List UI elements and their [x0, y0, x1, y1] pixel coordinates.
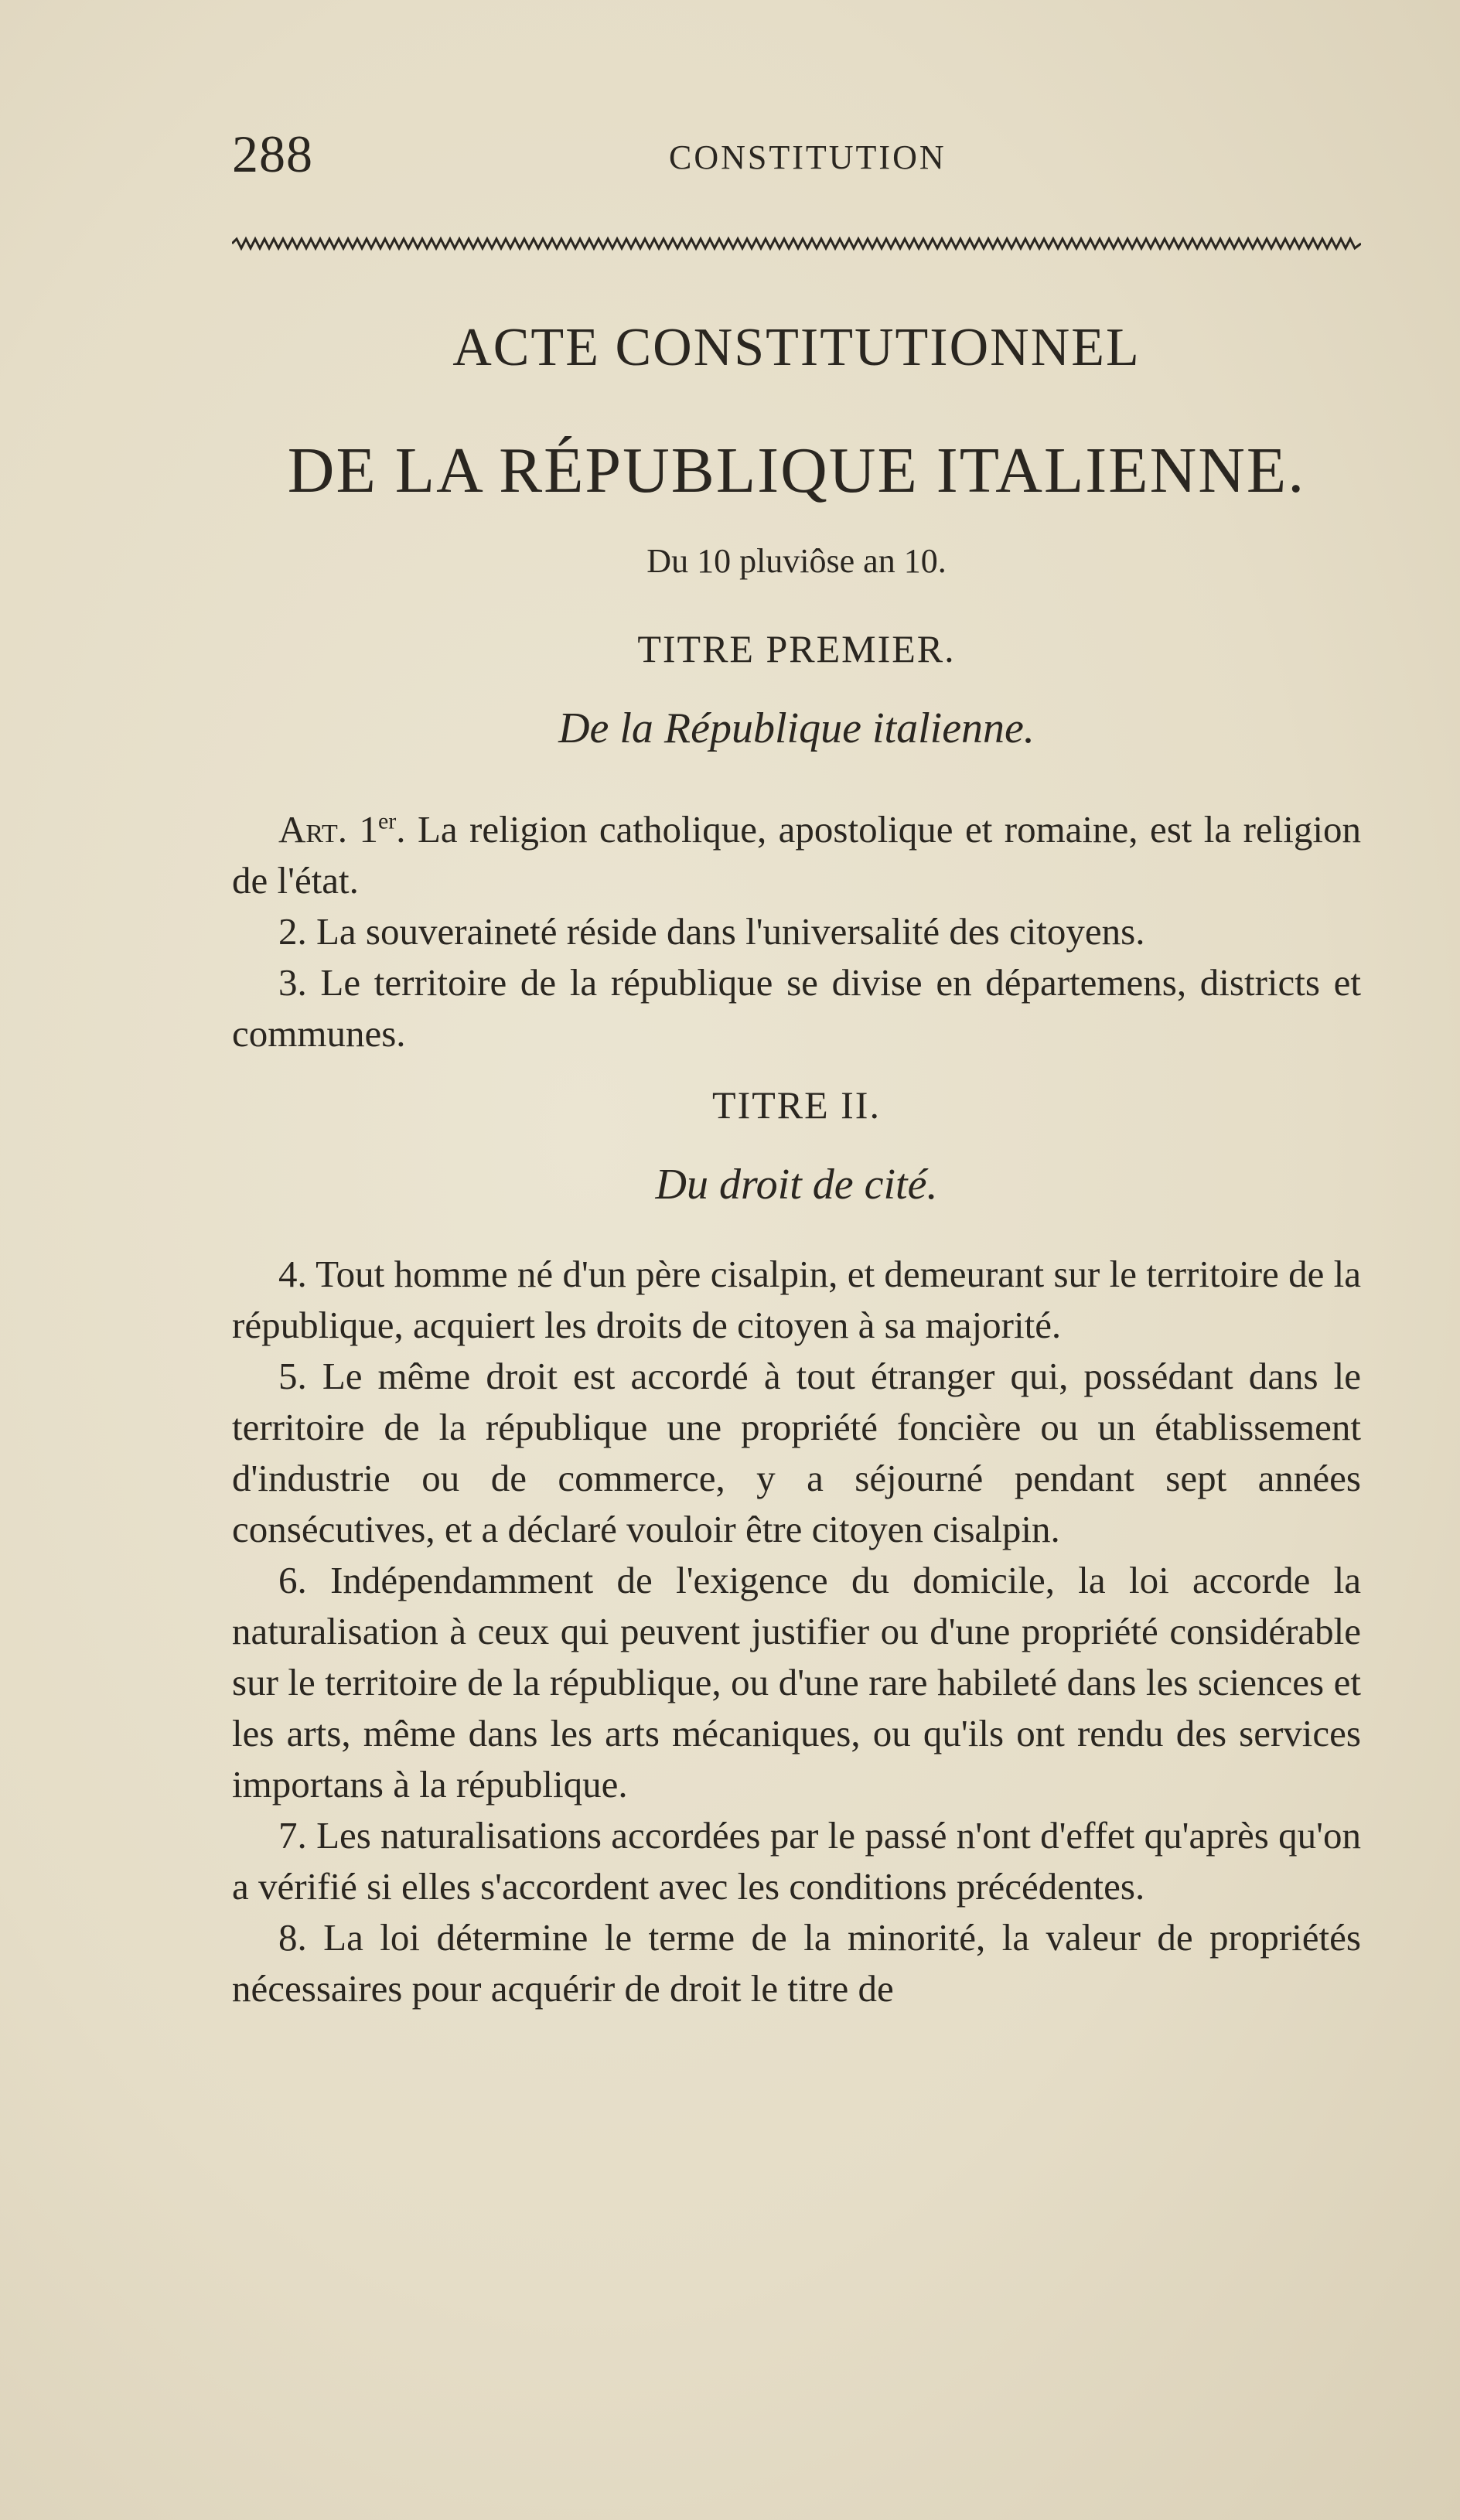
- document-title-line1: ACTE CONSTITUTIONNEL: [452, 318, 1141, 377]
- article-paragraph: 6. Indépendamment de l'exigence du domicile, la loi accorde la naturalisation à ceux qui peuvent justifier ou d'une propriété considérable sur le territoire de la république, ou d'une rare habileté dans les sciences et les arts, même dans les arts mécaniques, ou qu'ils ont rendu des services importans à la république.: [232, 1559, 1361, 1806]
- running-title: CONSTITUTION: [669, 138, 947, 176]
- section-subheading-titre-ii: Du droit de cité.: [655, 1161, 938, 1209]
- running-head: [232, 124, 1392, 193]
- article-label: Art. 1: [278, 808, 378, 851]
- article-paragraph: 7. Les naturalisations accordées par le passé n'ont d'effet qu'après qu'on a vérifié si elles s'accordent avec les conditions précédentes.: [232, 1814, 1361, 1908]
- section-subheading-titre-premier: De la République italienne.: [558, 704, 1035, 752]
- document-title-line2: DE LA RÉPUBLIQUE ITALIENNE.: [287, 435, 1306, 506]
- article-paragraph: [232, 804, 1361, 906]
- article-paragraph: 4. Tout homme né d'un père cisalpin, et demeurant sur le territoire de la république, acquiert les droits de citoyen à sa majorité.: [232, 1253, 1361, 1346]
- document-date: Du 10 pluviôse an 10.: [646, 542, 947, 580]
- ornamental-rule: [232, 236, 1361, 251]
- article-text: . La religion catholique, apostolique et romaine, est la religion de l'état.: [232, 808, 1362, 902]
- articles-titre-ii: [232, 1249, 1361, 2014]
- article-paragraph: 2. La souveraineté réside dans l'universalité des citoyens.: [278, 910, 1145, 953]
- articles-titre-premier: [232, 804, 1361, 1059]
- article-paragraph: 8. La loi détermine le terme de la minorité, la valeur de propriétés nécessaires pour acquérir de droit le titre de: [232, 1916, 1361, 2010]
- section-heading-titre-premier: TITRE PREMIER.: [637, 627, 956, 670]
- page-number: 288: [232, 124, 313, 183]
- section-heading-titre-ii: TITRE II.: [712, 1083, 881, 1127]
- article-paragraph: 5. Le même droit est accordé à tout étranger qui, possédant dans le territoire de la république une propriété foncière ou un établissement d'industrie ou de commerce, y a séjourné pendant sept années consécutives, et a déclaré vouloir être citoyen cisalpin.: [232, 1355, 1361, 1550]
- article-paragraph: 3. Le territoire de la république se divise en départemens, districts et communes.: [232, 961, 1361, 1055]
- article-label-superscript: er: [377, 808, 397, 834]
